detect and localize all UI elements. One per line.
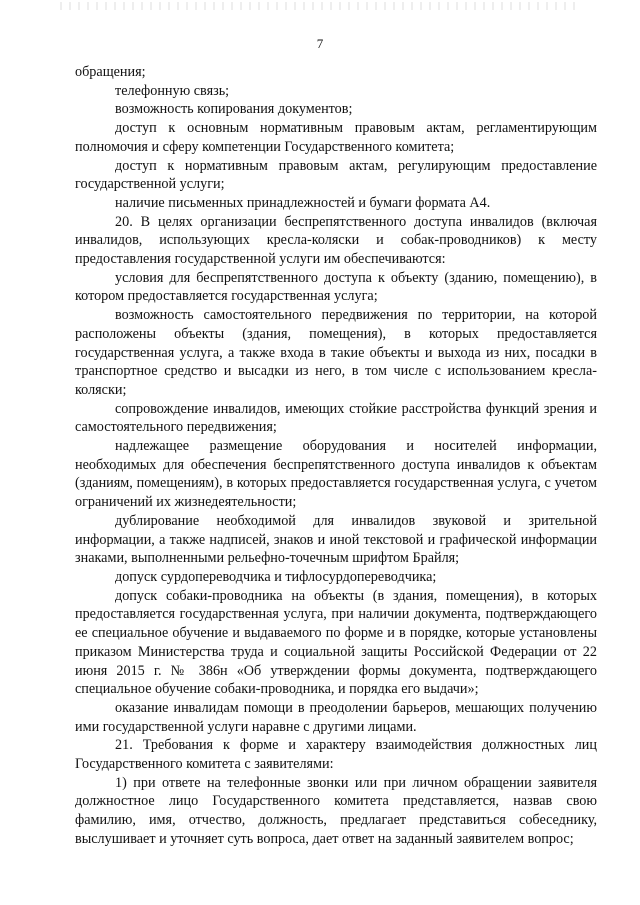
paragraph: дублирование необходимой для инвалидов звуковой и зрительной информации, а также надписей, знаков и иной текстовой и графической информации знаками, выполненными рельефно-точечным шрифтом Брайля;: [75, 512, 597, 567]
paragraph: обращения;: [75, 64, 146, 80]
paragraph: допуск сурдопереводчика и тифлосурдопереводчика;: [115, 568, 437, 585]
paragraph: доступ к основным нормативным правовым актам, регламентирующим полномочия и сферу компетенции Государственного комитета;: [75, 120, 597, 155]
paragraph: условия для беспрепятственного доступа к объекту (зданию, помещению), в котором предоставляется государственная услуга;: [75, 269, 597, 305]
paragraph: оказание инвалидам помощи в преодолении барьеров, мешающих получению ими государственной услуги наравне с другими лицами.: [75, 699, 597, 735]
paragraph: доступ к нормативным правовым актам, регулирующим предоставление государственной услуги;: [75, 157, 597, 193]
paragraph: 1) при ответе на телефонные звонки или при личном обращении заявителя должностное лицо Государственного комитета представляется, назвав свою фамилию, имя, отчество, должность, предлагает представиться собеседнику, выслушивает и уточняет суть вопроса, дает ответ на заданный заявителем вопрос;: [75, 774, 597, 847]
paragraph: допуск собаки-проводника на объекты (в здания, помещения), в которых предоставляется государственная услуга, при наличии документа, подтверждающего ее специальное обучение и выдаваемого по форме и в порядке, которые установлены приказом Министерства труда и социальной защиты Российской Федерации от 22 июня 2015 г. № 386н «Об утверждении формы документа, подтверждающего специальное обучение собаки-проводника, и порядка его выдачи»;: [75, 587, 597, 698]
section-21-intro: 21. Требования к форме и характеру взаимодействия должностных лиц Государственного комитета с заявителями:: [75, 737, 597, 773]
paragraph: телефонную связь;: [115, 82, 230, 99]
section-20-intro: 20. В целях организации беспрепятственного доступа инвалидов (включая инвалидов, использующих кресла-коляски и собак-проводников) к месту предоставления государственной услуги им обеспечиваются:: [75, 213, 597, 268]
paragraph: возможность копирования документов;: [115, 101, 353, 118]
paragraph: возможность самостоятельного передвижения по территории, на которой расположены объекты (здания, помещения), в которых предоставляется государственная услуга, а также входа в такие объекты и выхода из них, посадки в транспортное средство и высадки из него, в том числе с использованием кресла-коляски;: [75, 307, 597, 398]
scan-artifact: [60, 2, 580, 10]
paragraph: сопровождение инвалидов, имеющих стойкие расстройства функций зрения и самостоятельного передвижения;: [75, 400, 597, 436]
page-number: 7: [316, 36, 324, 51]
document-body: [75, 63, 597, 849]
paragraph: наличие письменных принадлежностей и бумаги формата А4.: [115, 194, 491, 211]
paragraph: надлежащее размещение оборудования и носителей информации, необходимых для обеспечения беспрепятственного доступа инвалидов к объектам (зданиям, помещениям), в которых предоставляется государственная услуга, с учетом ограничений их жизнедеятельности;: [75, 438, 597, 511]
